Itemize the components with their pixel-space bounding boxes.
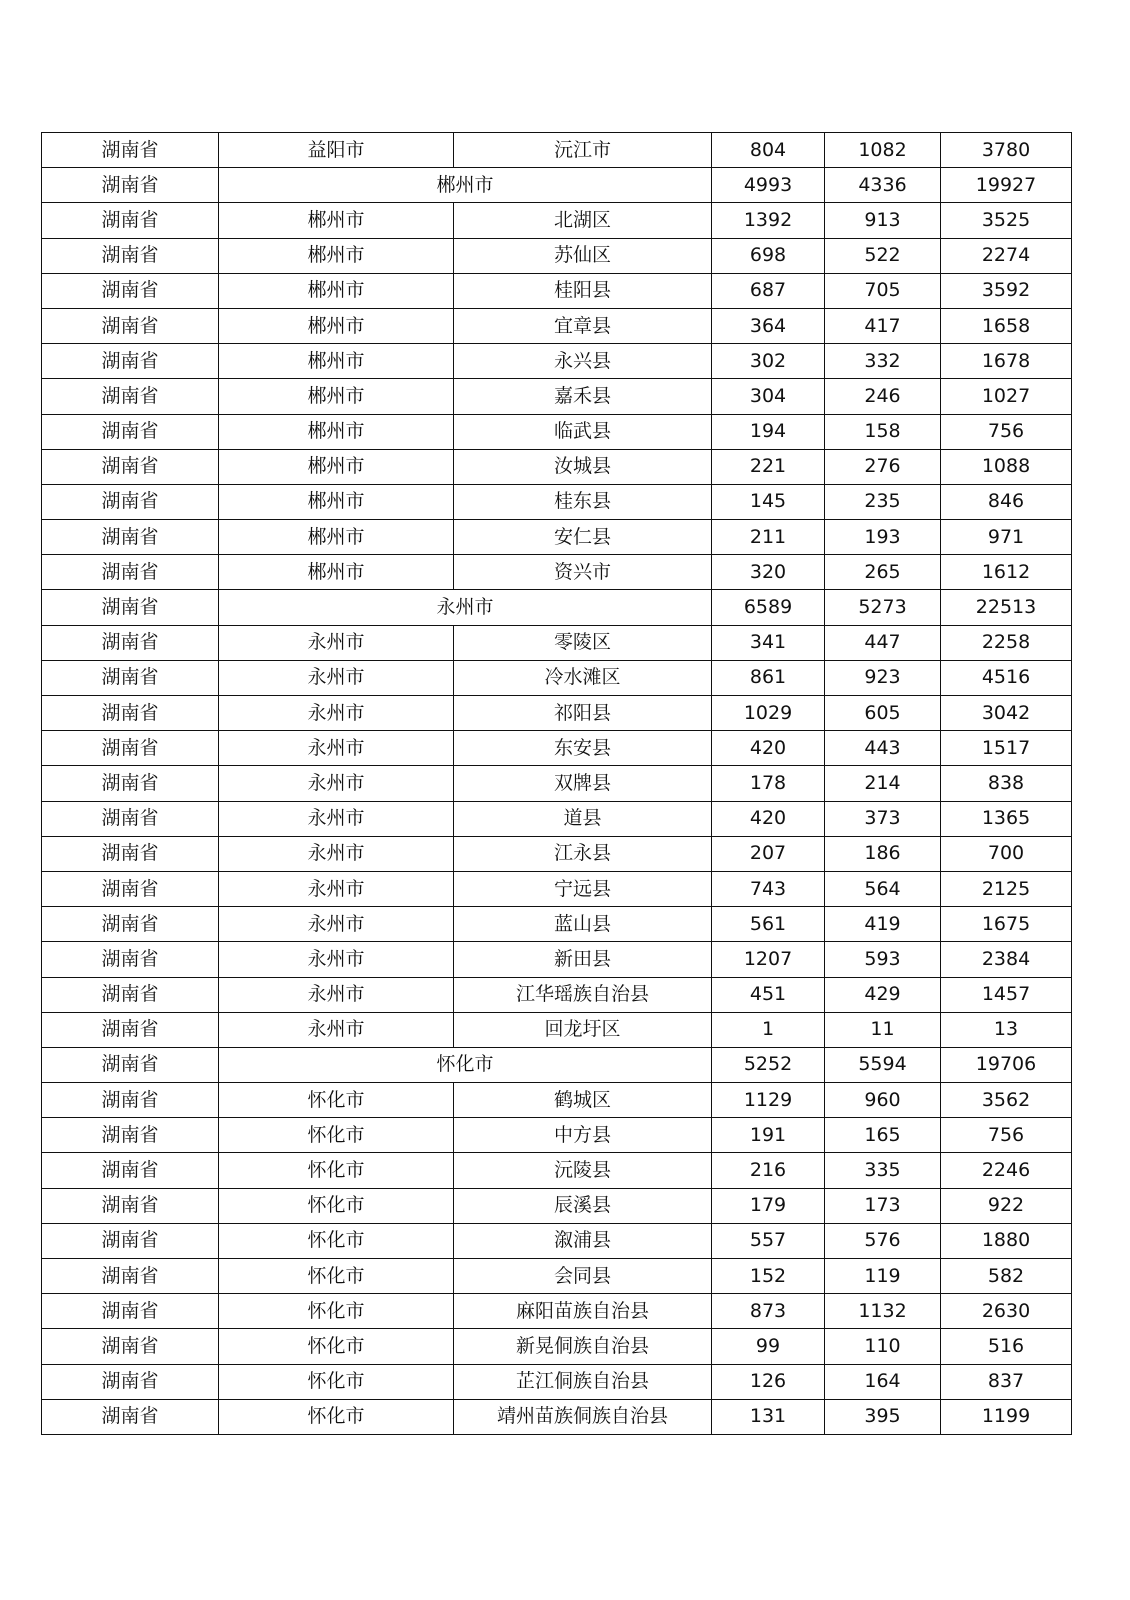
statistics-table <box>41 132 1072 1435</box>
value-cell-3: 837 <box>941 1364 1072 1399</box>
value-cell-2: 246 <box>825 379 941 414</box>
value-cell-2: 443 <box>825 731 941 766</box>
value-cell-3: 2258 <box>941 625 1072 660</box>
table-row <box>42 555 1072 590</box>
value-cell-2: 119 <box>825 1259 941 1294</box>
value-cell-3: 3525 <box>941 203 1072 238</box>
city-cell: 怀化市 <box>219 1259 454 1294</box>
county-cell: 芷江侗族自治县 <box>454 1364 712 1399</box>
value-cell-3: 1027 <box>941 379 1072 414</box>
table-row <box>42 1188 1072 1223</box>
city-cell: 益阳市 <box>219 133 454 168</box>
table-row <box>42 203 1072 238</box>
table-row <box>42 1223 1072 1258</box>
value-cell-2: 913 <box>825 203 941 238</box>
city-cell: 怀化市 <box>219 1188 454 1223</box>
value-cell-2: 419 <box>825 907 941 942</box>
value-cell-2: 417 <box>825 308 941 343</box>
value-cell-3: 3042 <box>941 696 1072 731</box>
value-cell-1: 420 <box>712 731 825 766</box>
value-cell-3: 1678 <box>941 344 1072 379</box>
county-cell: 新田县 <box>454 942 712 977</box>
province-cell: 湖南省 <box>42 379 219 414</box>
value-cell-2: 332 <box>825 344 941 379</box>
value-cell-3: 2125 <box>941 871 1072 906</box>
county-cell: 宜章县 <box>454 308 712 343</box>
province-cell: 湖南省 <box>42 1118 219 1153</box>
province-cell: 湖南省 <box>42 977 219 1012</box>
city-subtotal-row <box>42 590 1072 625</box>
city-cell: 怀化市 <box>219 1294 454 1329</box>
province-cell: 湖南省 <box>42 1259 219 1294</box>
value-cell-3: 22513 <box>941 590 1072 625</box>
city-cell: 郴州市 <box>219 203 454 238</box>
county-cell: 沅江市 <box>454 133 712 168</box>
city-cell: 怀化市 <box>219 1223 454 1258</box>
table-row <box>42 696 1072 731</box>
province-cell: 湖南省 <box>42 1188 219 1223</box>
city-cell: 永州市 <box>219 731 454 766</box>
value-cell-1: 152 <box>712 1259 825 1294</box>
city-cell: 郴州市 <box>219 555 454 590</box>
city-cell: 郴州市 <box>219 344 454 379</box>
value-cell-1: 178 <box>712 766 825 801</box>
value-cell-3: 1517 <box>941 731 1072 766</box>
value-cell-3: 19927 <box>941 168 1072 203</box>
value-cell-3: 13 <box>941 1012 1072 1047</box>
value-cell-3: 1880 <box>941 1223 1072 1258</box>
city-total-cell: 怀化市 <box>219 1047 712 1082</box>
county-cell: 祁阳县 <box>454 696 712 731</box>
table-row <box>42 836 1072 871</box>
value-cell-2: 193 <box>825 520 941 555</box>
province-cell: 湖南省 <box>42 168 219 203</box>
value-cell-1: 1207 <box>712 942 825 977</box>
county-cell: 桂东县 <box>454 484 712 519</box>
province-cell: 湖南省 <box>42 1294 219 1329</box>
province-cell: 湖南省 <box>42 484 219 519</box>
province-cell: 湖南省 <box>42 871 219 906</box>
value-cell-2: 605 <box>825 696 941 731</box>
value-cell-1: 216 <box>712 1153 825 1188</box>
value-cell-3: 1675 <box>941 907 1072 942</box>
county-cell: 双牌县 <box>454 766 712 801</box>
city-cell: 郴州市 <box>219 484 454 519</box>
value-cell-2: 429 <box>825 977 941 1012</box>
value-cell-3: 2630 <box>941 1294 1072 1329</box>
value-cell-2: 395 <box>825 1399 941 1434</box>
value-cell-2: 165 <box>825 1118 941 1153</box>
value-cell-1: 687 <box>712 273 825 308</box>
city-cell: 怀化市 <box>219 1118 454 1153</box>
value-cell-1: 194 <box>712 414 825 449</box>
county-cell: 安仁县 <box>454 520 712 555</box>
city-cell: 郴州市 <box>219 520 454 555</box>
province-cell: 湖南省 <box>42 1364 219 1399</box>
city-cell: 怀化市 <box>219 1364 454 1399</box>
city-cell: 郴州市 <box>219 273 454 308</box>
table-row <box>42 731 1072 766</box>
city-cell: 怀化市 <box>219 1083 454 1118</box>
county-cell: 蓝山县 <box>454 907 712 942</box>
value-cell-1: 1392 <box>712 203 825 238</box>
value-cell-1: 743 <box>712 871 825 906</box>
county-cell: 沅陵县 <box>454 1153 712 1188</box>
county-cell: 资兴市 <box>454 555 712 590</box>
value-cell-3: 1088 <box>941 449 1072 484</box>
value-cell-3: 1612 <box>941 555 1072 590</box>
value-cell-3: 2246 <box>941 1153 1072 1188</box>
county-cell: 永兴县 <box>454 344 712 379</box>
value-cell-3: 516 <box>941 1329 1072 1364</box>
value-cell-3: 1457 <box>941 977 1072 1012</box>
table-row <box>42 977 1072 1012</box>
value-cell-3: 1365 <box>941 801 1072 836</box>
city-cell: 郴州市 <box>219 308 454 343</box>
value-cell-2: 276 <box>825 449 941 484</box>
table-row <box>42 1364 1072 1399</box>
county-cell: 中方县 <box>454 1118 712 1153</box>
value-cell-3: 1658 <box>941 308 1072 343</box>
city-total-cell: 永州市 <box>219 590 712 625</box>
value-cell-2: 1132 <box>825 1294 941 1329</box>
county-cell: 回龙圩区 <box>454 1012 712 1047</box>
value-cell-3: 582 <box>941 1259 1072 1294</box>
province-cell: 湖南省 <box>42 555 219 590</box>
province-cell: 湖南省 <box>42 520 219 555</box>
city-cell: 郴州市 <box>219 238 454 273</box>
county-cell: 新晃侗族自治县 <box>454 1329 712 1364</box>
table-row <box>42 520 1072 555</box>
value-cell-1: 191 <box>712 1118 825 1153</box>
table-row <box>42 871 1072 906</box>
value-cell-3: 922 <box>941 1188 1072 1223</box>
county-cell: 溆浦县 <box>454 1223 712 1258</box>
province-cell: 湖南省 <box>42 1223 219 1258</box>
value-cell-2: 960 <box>825 1083 941 1118</box>
city-cell: 郴州市 <box>219 414 454 449</box>
city-cell: 永州市 <box>219 871 454 906</box>
value-cell-1: 861 <box>712 660 825 695</box>
value-cell-1: 1029 <box>712 696 825 731</box>
value-cell-1: 320 <box>712 555 825 590</box>
table-row <box>42 1294 1072 1329</box>
value-cell-2: 164 <box>825 1364 941 1399</box>
province-cell: 湖南省 <box>42 238 219 273</box>
value-cell-1: 304 <box>712 379 825 414</box>
value-cell-1: 1129 <box>712 1083 825 1118</box>
table-row <box>42 449 1072 484</box>
value-cell-3: 3562 <box>941 1083 1072 1118</box>
table-row <box>42 1399 1072 1434</box>
county-cell: 靖州苗族侗族自治县 <box>454 1399 712 1434</box>
value-cell-1: 211 <box>712 520 825 555</box>
county-cell: 鹤城区 <box>454 1083 712 1118</box>
county-cell: 冷水滩区 <box>454 660 712 695</box>
table-row <box>42 273 1072 308</box>
value-cell-1: 364 <box>712 308 825 343</box>
table-row <box>42 238 1072 273</box>
value-cell-3: 4516 <box>941 660 1072 695</box>
county-cell: 宁远县 <box>454 871 712 906</box>
value-cell-1: 179 <box>712 1188 825 1223</box>
province-cell: 湖南省 <box>42 731 219 766</box>
value-cell-1: 451 <box>712 977 825 1012</box>
county-cell: 会同县 <box>454 1259 712 1294</box>
table-row <box>42 907 1072 942</box>
value-cell-3: 756 <box>941 414 1072 449</box>
value-cell-3: 3780 <box>941 133 1072 168</box>
value-cell-3: 838 <box>941 766 1072 801</box>
value-cell-2: 235 <box>825 484 941 519</box>
city-subtotal-row <box>42 168 1072 203</box>
table-row <box>42 942 1072 977</box>
city-cell: 永州市 <box>219 801 454 836</box>
value-cell-2: 576 <box>825 1223 941 1258</box>
value-cell-2: 1082 <box>825 133 941 168</box>
value-cell-2: 564 <box>825 871 941 906</box>
province-cell: 湖南省 <box>42 836 219 871</box>
value-cell-2: 173 <box>825 1188 941 1223</box>
city-cell: 怀化市 <box>219 1329 454 1364</box>
city-subtotal-row <box>42 1047 1072 1082</box>
value-cell-3: 846 <box>941 484 1072 519</box>
value-cell-2: 5273 <box>825 590 941 625</box>
city-cell: 怀化市 <box>219 1153 454 1188</box>
table-row <box>42 766 1072 801</box>
province-cell: 湖南省 <box>42 449 219 484</box>
value-cell-3: 19706 <box>941 1047 1072 1082</box>
value-cell-1: 1 <box>712 1012 825 1047</box>
value-cell-1: 5252 <box>712 1047 825 1082</box>
province-cell: 湖南省 <box>42 766 219 801</box>
value-cell-2: 447 <box>825 625 941 660</box>
province-cell: 湖南省 <box>42 133 219 168</box>
value-cell-2: 923 <box>825 660 941 695</box>
province-cell: 湖南省 <box>42 1012 219 1047</box>
table-row <box>42 801 1072 836</box>
value-cell-2: 522 <box>825 238 941 273</box>
value-cell-1: 207 <box>712 836 825 871</box>
city-total-cell: 郴州市 <box>219 168 712 203</box>
county-cell: 麻阳苗族自治县 <box>454 1294 712 1329</box>
table-row <box>42 379 1072 414</box>
province-cell: 湖南省 <box>42 907 219 942</box>
value-cell-1: 6589 <box>712 590 825 625</box>
table-body <box>42 133 1072 1435</box>
province-cell: 湖南省 <box>42 1399 219 1434</box>
value-cell-2: 4336 <box>825 168 941 203</box>
city-cell: 永州市 <box>219 907 454 942</box>
table-row <box>42 344 1072 379</box>
value-cell-3: 1199 <box>941 1399 1072 1434</box>
city-cell: 永州市 <box>219 977 454 1012</box>
table-row <box>42 660 1072 695</box>
value-cell-2: 705 <box>825 273 941 308</box>
value-cell-1: 804 <box>712 133 825 168</box>
city-cell: 永州市 <box>219 836 454 871</box>
city-cell: 怀化市 <box>219 1399 454 1434</box>
value-cell-2: 5594 <box>825 1047 941 1082</box>
province-cell: 湖南省 <box>42 1083 219 1118</box>
county-cell: 辰溪县 <box>454 1188 712 1223</box>
value-cell-3: 971 <box>941 520 1072 555</box>
city-cell: 永州市 <box>219 696 454 731</box>
province-cell: 湖南省 <box>42 696 219 731</box>
value-cell-1: 698 <box>712 238 825 273</box>
county-cell: 江华瑶族自治县 <box>454 977 712 1012</box>
value-cell-1: 873 <box>712 1294 825 1329</box>
table-row <box>42 1083 1072 1118</box>
province-cell: 湖南省 <box>42 1153 219 1188</box>
value-cell-1: 99 <box>712 1329 825 1364</box>
county-cell: 零陵区 <box>454 625 712 660</box>
province-cell: 湖南省 <box>42 801 219 836</box>
value-cell-2: 110 <box>825 1329 941 1364</box>
value-cell-3: 700 <box>941 836 1072 871</box>
value-cell-3: 2384 <box>941 942 1072 977</box>
city-cell: 郴州市 <box>219 379 454 414</box>
province-cell: 湖南省 <box>42 273 219 308</box>
value-cell-1: 221 <box>712 449 825 484</box>
province-cell: 湖南省 <box>42 203 219 238</box>
province-cell: 湖南省 <box>42 1047 219 1082</box>
province-cell: 湖南省 <box>42 625 219 660</box>
city-cell: 郴州市 <box>219 449 454 484</box>
county-cell: 江永县 <box>454 836 712 871</box>
county-cell: 北湖区 <box>454 203 712 238</box>
value-cell-1: 145 <box>712 484 825 519</box>
province-cell: 湖南省 <box>42 414 219 449</box>
value-cell-1: 4993 <box>712 168 825 203</box>
province-cell: 湖南省 <box>42 660 219 695</box>
table-row <box>42 1153 1072 1188</box>
value-cell-1: 420 <box>712 801 825 836</box>
value-cell-2: 265 <box>825 555 941 590</box>
table-row <box>42 484 1072 519</box>
value-cell-1: 126 <box>712 1364 825 1399</box>
table-row <box>42 133 1072 168</box>
value-cell-3: 3592 <box>941 273 1072 308</box>
value-cell-1: 131 <box>712 1399 825 1434</box>
value-cell-3: 756 <box>941 1118 1072 1153</box>
table-row <box>42 308 1072 343</box>
county-cell: 苏仙区 <box>454 238 712 273</box>
table-row <box>42 1012 1072 1047</box>
value-cell-3: 2274 <box>941 238 1072 273</box>
county-cell: 嘉禾县 <box>454 379 712 414</box>
value-cell-2: 335 <box>825 1153 941 1188</box>
value-cell-1: 557 <box>712 1223 825 1258</box>
value-cell-1: 341 <box>712 625 825 660</box>
table-row <box>42 414 1072 449</box>
city-cell: 永州市 <box>219 660 454 695</box>
province-cell: 湖南省 <box>42 1329 219 1364</box>
value-cell-2: 373 <box>825 801 941 836</box>
table-row <box>42 1259 1072 1294</box>
province-cell: 湖南省 <box>42 308 219 343</box>
province-cell: 湖南省 <box>42 942 219 977</box>
county-cell: 桂阳县 <box>454 273 712 308</box>
city-cell: 永州市 <box>219 1012 454 1047</box>
value-cell-2: 593 <box>825 942 941 977</box>
county-cell: 东安县 <box>454 731 712 766</box>
city-cell: 永州市 <box>219 942 454 977</box>
county-cell: 汝城县 <box>454 449 712 484</box>
value-cell-1: 302 <box>712 344 825 379</box>
value-cell-1: 561 <box>712 907 825 942</box>
province-cell: 湖南省 <box>42 344 219 379</box>
county-cell: 临武县 <box>454 414 712 449</box>
value-cell-2: 186 <box>825 836 941 871</box>
table-row <box>42 1329 1072 1364</box>
table-row <box>42 1118 1072 1153</box>
province-cell: 湖南省 <box>42 590 219 625</box>
value-cell-2: 11 <box>825 1012 941 1047</box>
county-cell: 道县 <box>454 801 712 836</box>
value-cell-2: 158 <box>825 414 941 449</box>
city-cell: 永州市 <box>219 766 454 801</box>
table-row <box>42 625 1072 660</box>
city-cell: 永州市 <box>219 625 454 660</box>
value-cell-2: 214 <box>825 766 941 801</box>
